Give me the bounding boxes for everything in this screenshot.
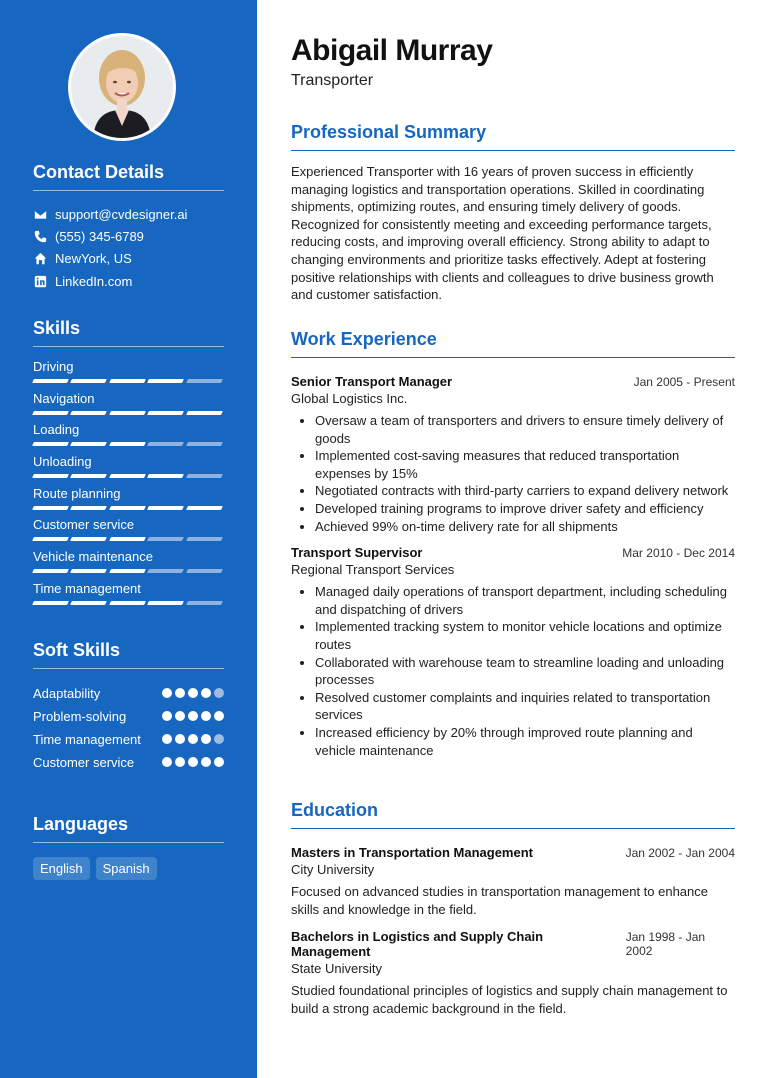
skill-bar-segment xyxy=(147,537,184,541)
contact-linkedin-text: LinkedIn.com xyxy=(55,273,133,289)
summary-section xyxy=(291,122,735,304)
skill-bar-segment xyxy=(147,442,184,446)
contact-section xyxy=(33,162,224,292)
soft-skill-item xyxy=(33,731,224,748)
bullet-item: • Negotiated contracts with third-party carriers to expand delivery network xyxy=(315,482,735,500)
skill-bar-segment xyxy=(109,411,146,415)
home-icon xyxy=(33,252,47,266)
skill-item xyxy=(33,355,224,387)
skill-bar-segment xyxy=(186,601,223,605)
contact-location xyxy=(33,248,224,270)
skill-bar-segment xyxy=(186,474,223,478)
skill-bar-segment xyxy=(186,411,223,415)
skills-list xyxy=(33,355,224,609)
skill-bar-segment xyxy=(32,474,69,478)
skill-bar-segment xyxy=(32,569,69,573)
skills-section xyxy=(33,318,224,609)
job-title: Transport Supervisor xyxy=(291,545,423,561)
education-entry xyxy=(291,845,735,919)
skill-bar-segment xyxy=(147,569,184,573)
job-date: Mar 2010 - Dec 2014 xyxy=(622,546,735,561)
skill-level-bar xyxy=(33,569,222,573)
skill-level-bar xyxy=(33,442,222,446)
soft-skills-list xyxy=(33,685,224,771)
skill-name: Route planning xyxy=(33,485,121,501)
languages-heading: Languages xyxy=(33,814,224,843)
skill-level-bar xyxy=(33,537,222,541)
language-tag: English xyxy=(33,857,90,880)
skill-name: Time management xyxy=(33,580,141,596)
skill-bar-segment xyxy=(147,506,184,510)
skill-bar-segment xyxy=(186,569,223,573)
skill-bar-segment xyxy=(109,601,146,605)
contact-location-text: NewYork, US xyxy=(55,251,132,267)
skill-bar-segment xyxy=(147,474,184,478)
soft-skill-rating xyxy=(162,685,224,698)
contact-phone[interactable] xyxy=(33,225,224,247)
rating-dot xyxy=(201,688,211,698)
soft-skill-item xyxy=(33,685,224,702)
rating-dot xyxy=(162,734,172,744)
soft-skill-rating xyxy=(162,754,224,767)
rating-dot xyxy=(214,688,224,698)
education-section xyxy=(291,800,735,1018)
education-heading: Education xyxy=(291,800,735,829)
experience-section xyxy=(291,329,735,759)
job-company: Global Logistics Inc. xyxy=(291,391,408,406)
rating-dot xyxy=(188,688,198,698)
bullet-item: • Collaborated with warehouse team to streamline loading and unloading processes xyxy=(315,654,735,689)
skill-item xyxy=(33,387,224,419)
contact-phone-text: (555) 345-6789 xyxy=(55,228,144,244)
skill-bar-segment xyxy=(32,379,69,383)
school-name: State University xyxy=(291,961,383,976)
bullet-item: • Oversaw a team of transporters and drivers to ensure timely delivery of goods xyxy=(315,412,735,447)
job-bullets xyxy=(291,583,735,759)
soft-skill-name: Time management xyxy=(33,732,141,747)
skill-bar-segment xyxy=(109,442,146,446)
skill-item xyxy=(33,450,224,482)
skill-bar-segment xyxy=(186,379,223,383)
rating-dot xyxy=(162,711,172,721)
profile-photo xyxy=(68,33,176,141)
job-entry xyxy=(291,374,735,535)
bullet-item: • Implemented tracking system to monitor vehicle locations and optimize routes xyxy=(315,618,735,653)
degree-title: Bachelors in Logistics and Supply Chain Management xyxy=(291,929,544,959)
soft-skill-rating xyxy=(162,731,224,744)
rating-dot xyxy=(162,688,172,698)
job-title: Senior Transport Manager xyxy=(291,374,453,389)
rating-dot xyxy=(201,711,211,721)
rating-dot xyxy=(188,711,198,721)
skill-bar-segment xyxy=(32,442,69,446)
contact-heading: Contact Details xyxy=(33,162,224,191)
education-date: Jan 2002 - Jan 2004 xyxy=(625,846,735,860)
skill-bar-segment xyxy=(147,601,184,605)
skill-name: Navigation xyxy=(33,390,95,406)
rating-dot xyxy=(175,711,185,721)
contact-list xyxy=(33,203,224,292)
education-description: Focused on advanced studies in transportation management to enhance skills and knowledge in the field. xyxy=(291,884,708,917)
skill-bar-segment xyxy=(70,442,107,446)
skill-bar-segment xyxy=(32,411,69,415)
skill-level-bar xyxy=(33,411,222,415)
rating-dot xyxy=(201,734,211,744)
bullet-item: • Managed daily operations of transport department, including scheduling and dispatching of drivers xyxy=(315,583,735,618)
languages-list xyxy=(33,857,224,880)
skill-bar-segment xyxy=(147,411,184,415)
summary-text: Experienced Transporter with 16 years of proven success in efficiently managing logistics and transportation operations. Skilled in coordinating shipments, optimizing routes, and ensuring timely delivery of goods. Recognized for consistently meeting and exceeding performance targets, reducing costs, and improving overall efficiency. Strong ability to adapt to changing environments and prioritize tasks effectively. Adept at fostering positive relationships with clients and colleagues to drive business growth and customer satisfaction. xyxy=(291,164,714,303)
skill-bar-segment xyxy=(147,379,184,383)
skill-item xyxy=(33,577,224,609)
skill-bar-segment xyxy=(70,569,107,573)
job-company: Regional Transport Services xyxy=(291,562,455,578)
skill-bar-segment xyxy=(109,506,146,510)
rating-dot xyxy=(214,734,224,744)
job-bullets xyxy=(291,412,735,535)
contact-email-text: support@cvdesigner.ai xyxy=(55,206,188,222)
job-date: Jan 2005 - Present xyxy=(633,375,735,389)
skill-bar-segment xyxy=(70,411,107,415)
skill-bar-segment xyxy=(70,506,107,510)
education-description: Studied foundational principles of logistics and supply chain management to build a strong academic background in the field. xyxy=(291,983,728,1016)
skill-bar-segment xyxy=(70,474,107,478)
person-name: Abigail Murray xyxy=(291,34,493,67)
skill-name: Loading xyxy=(33,422,80,438)
skill-bar-segment xyxy=(32,601,69,605)
skill-bar-segment xyxy=(109,537,146,541)
school-name: City University xyxy=(291,862,375,877)
contact-linkedin[interactable] xyxy=(33,270,224,292)
soft-skill-name: Adaptability xyxy=(33,686,101,701)
skill-bar-segment xyxy=(186,442,223,446)
soft-skills-heading: Soft Skills xyxy=(33,640,224,669)
skill-level-bar xyxy=(33,474,222,478)
skill-bar-segment xyxy=(109,379,146,383)
bullet-item: • Implemented cost-saving measures that reduced transportation expenses by 15% xyxy=(315,447,735,482)
email-icon xyxy=(33,207,47,221)
skill-item xyxy=(33,418,224,450)
rating-dot xyxy=(175,734,185,744)
rating-dot xyxy=(162,757,172,767)
skill-bar-segment xyxy=(109,569,146,573)
soft-skill-name: Customer service xyxy=(33,755,135,770)
degree-title: Masters in Transportation Management xyxy=(291,845,533,860)
rating-dot xyxy=(201,757,211,767)
sidebar xyxy=(0,0,257,1078)
skill-level-bar xyxy=(33,601,222,605)
rating-dot xyxy=(175,757,185,767)
bullet-item: • Resolved customer complaints and inquiries related to transportation services xyxy=(315,689,735,724)
bullet-item: • Developed training programs to improve driver safety and efficiency xyxy=(315,500,735,518)
skill-bar-segment xyxy=(32,537,69,541)
linkedin-icon xyxy=(33,274,47,288)
soft-skill-name: Problem-solving xyxy=(33,709,127,724)
skill-bar-segment xyxy=(186,537,223,541)
skill-bar-segment xyxy=(186,506,223,510)
contact-email[interactable] xyxy=(33,203,224,225)
job-entry xyxy=(291,545,735,759)
bullet-item: • Achieved 99% on-time delivery rate for all shipments xyxy=(315,518,735,536)
soft-skill-rating xyxy=(162,708,224,721)
language-tag: Spanish xyxy=(96,857,157,880)
skill-bar-segment xyxy=(70,601,107,605)
skill-bar-segment xyxy=(70,379,107,383)
education-entry xyxy=(291,929,735,1018)
rating-dot xyxy=(188,734,198,744)
experience-heading: Work Experience xyxy=(291,329,735,358)
soft-skill-item xyxy=(33,708,224,725)
education-date: Jan 1998 - Jan 2002 xyxy=(625,930,706,958)
skill-bar-segment xyxy=(109,474,146,478)
languages-section xyxy=(33,814,224,880)
soft-skill-item xyxy=(33,754,224,771)
avatar xyxy=(71,36,173,138)
person-title: Transporter xyxy=(291,72,374,89)
summary-heading: Professional Summary xyxy=(291,122,735,151)
skills-heading: Skills xyxy=(33,318,224,347)
skill-bar-segment xyxy=(70,537,107,541)
skill-name: Driving xyxy=(33,359,74,374)
skill-name: Customer service xyxy=(33,517,135,533)
skill-bar-segment xyxy=(32,506,69,510)
skill-name: Unloading xyxy=(33,454,92,470)
phone-icon xyxy=(33,229,47,243)
rating-dot xyxy=(214,711,224,721)
skill-item xyxy=(33,513,224,545)
bullet-item: • Increased efficiency by 20% through improved route planning and vehicle maintenance xyxy=(315,724,735,759)
skill-item xyxy=(33,482,224,514)
rating-dot xyxy=(214,757,224,767)
skill-level-bar xyxy=(33,379,222,383)
skill-item xyxy=(33,545,224,577)
rating-dot xyxy=(188,757,198,767)
skill-name: Vehicle maintenance xyxy=(33,549,153,565)
skill-level-bar xyxy=(33,506,222,510)
rating-dot xyxy=(175,688,185,698)
soft-skills-section xyxy=(33,640,224,777)
